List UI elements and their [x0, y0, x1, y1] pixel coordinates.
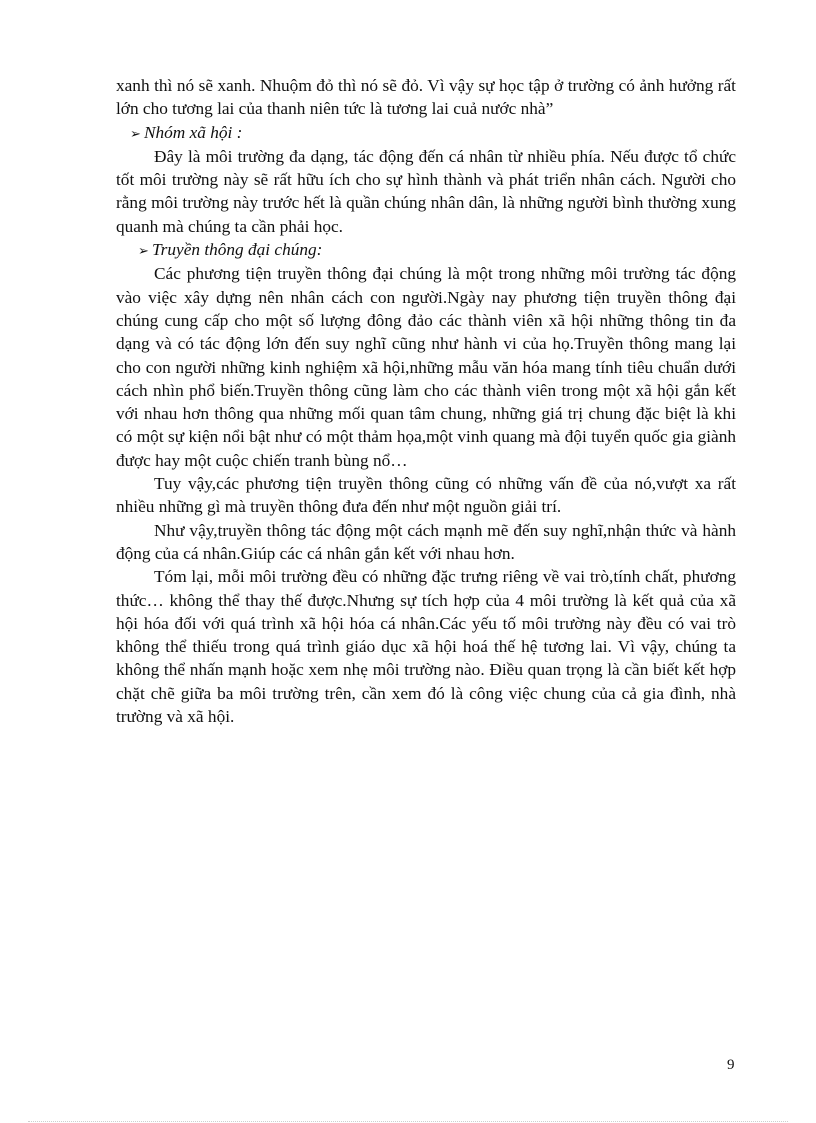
heading-text: Nhóm xã hội :	[144, 122, 243, 142]
page-number: 9	[727, 1057, 735, 1073]
document-body	[116, 74, 736, 728]
paragraph-media-issues: Tuy vậy,các phương tiện truyền thông cũng có những vấn đề của nó,vượt xa rất nhiều những gì mà truyền thông đưa đến như một nguồn giải trí.	[116, 474, 736, 517]
paragraph-social-group: Đây là môi trường đa dạng, tác động đến cá nhân từ nhiều phía. Nếu được tổ chức tốt môi trường này sẽ rất hữu ích cho sự hình thành và phát triển nhân cách. Người cho rằng môi trường này trước hết là quần chúng nhân dân, là những người bình thường xung quanh mà chúng ta cần phải học.	[116, 146, 736, 236]
arrow-bullet-icon: ➢	[138, 243, 149, 259]
paragraph-media-impact: Như vậy,truyền thông tác động một cách mạnh mẽ đến suy nghĩ,nhận thức và hành động của cá nhân.Giúp các cá nhân gắn kết với nhau hơn.	[116, 520, 736, 563]
heading-nhom-xa-hoi	[116, 121, 736, 145]
paragraph-continuation: xanh thì nó sẽ xanh. Nhuộm đỏ thì nó sẽ đỏ. Vì vậy sự học tập ở trường có ảnh hưởng rất lớn cho tương lai của thanh niên tức là tương lai cuả nước nhà”	[116, 76, 736, 119]
paragraph-conclusion: Tóm lại, mỗi môi trường đều có những đặc trưng riêng về vai trò,tính chất, phương thức… không thể thay thế được.Nhưng sự tích hợp của 4 môi trường là kết quả của xã hội hóa đối với quá trình xã hội hóa cá nhân.Các yếu tố môi trường này đều có vai trò không thể thiếu trong quá trình giáo dục xã hội hoá thế hệ tương lai. Vì vậy, chúng ta không thể nhấn mạnh hoặc xem nhẹ môi trường nào. Điều quan trọng là cần biết kết hợp chặt chẽ giữa ba môi trường trên, cần xem đó là công việc chung của cả gia đình, nhà trường và xã hội.	[116, 567, 736, 727]
heading-text: Truyền thông đại chúng:	[152, 240, 323, 260]
page-bottom-divider	[28, 1121, 788, 1122]
paragraph-mass-media: Các phương tiện truyền thông đại chúng là một trong những môi trường tác động vào việc xây dựng nên nhân cách con người.Ngày nay phương tiện truyền thông đại chúng cung cấp cho một số lượng đông đảo các thành viên xã hội những thông tin đa dạng và có tác động lớn đến suy nghĩ cũng như hành vi của họ.Truyền thông mang lại cho con người những kinh nghiệm xã hội,những mẫu văn hóa mang tính tiêu chuẩn dưới cách nhìn phổ biến.Truyền thông cũng làm cho các thành viên trong một xã hội gắn kết với nhau hơn thông qua những mối quan tâm chung, những giá trị chung đặc biệt là khi có một sự kiện nổi bật như có một thảm họa,một vinh quang mà đội tuyển quốc gia giành được hay một cuộc chiến tranh bùng nổ…	[116, 264, 736, 470]
heading-truyen-thong	[116, 238, 736, 262]
arrow-bullet-icon: ➢	[130, 125, 141, 141]
